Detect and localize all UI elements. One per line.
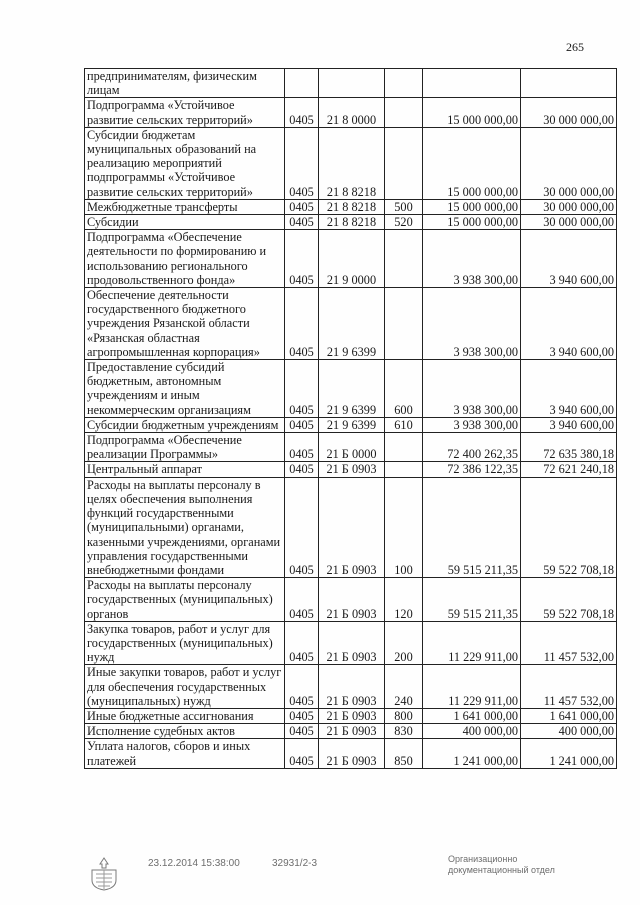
row-csr: 21 9 6399 — [319, 360, 385, 418]
row-csr: 21 Б 0903 — [319, 724, 385, 739]
row-amount-2016: 72 621 240,18 — [521, 462, 617, 477]
row-amount-2015: 3 938 300,00 — [423, 360, 521, 418]
row-amount-2016: 1 241 000,00 — [521, 739, 617, 768]
row-name: предпринимателям, физическим лицам — [85, 69, 285, 98]
row-section: 0405 — [285, 98, 319, 127]
row-amount-2015: 3 938 300,00 — [423, 230, 521, 288]
row-csr: 21 Б 0903 — [319, 665, 385, 709]
row-section: 0405 — [285, 739, 319, 768]
row-section: 0405 — [285, 433, 319, 462]
row-amount-2015: 1 641 000,00 — [423, 708, 521, 723]
row-amount-2016: 30 000 000,00 — [521, 98, 617, 127]
row-amount-2016: 3 940 600,00 — [521, 288, 617, 360]
document-footer — [0, 850, 640, 900]
table-row — [85, 199, 617, 214]
row-vr: 800 — [385, 708, 423, 723]
stamp-date: 23.12.2014 15:38:00 — [148, 858, 240, 869]
row-name: Расходы на выплаты персоналу государственных (муниципальных) органов — [85, 578, 285, 622]
row-name: Субсидии бюджетным учреждениям — [85, 417, 285, 432]
row-name: Уплата налогов, сборов и иных платежей — [85, 739, 285, 768]
row-name: Центральный аппарат — [85, 462, 285, 477]
table-row — [85, 708, 617, 723]
row-section: 0405 — [285, 417, 319, 432]
row-name: Подпрограмма «Обеспечение деятельности по формированию и использованию регионального продовольственного фонда» — [85, 230, 285, 288]
row-vr — [385, 230, 423, 288]
row-section: 0405 — [285, 288, 319, 360]
row-vr: 600 — [385, 360, 423, 418]
row-amount-2015: 1 241 000,00 — [423, 739, 521, 768]
row-section: 0405 — [285, 708, 319, 723]
row-vr: 830 — [385, 724, 423, 739]
row-csr: 21 Б 0000 — [319, 433, 385, 462]
stamp-org — [448, 854, 555, 876]
stamp-org-line2: документационный отдел — [448, 865, 555, 875]
row-amount-2016: 3 940 600,00 — [521, 230, 617, 288]
row-amount-2015: 11 229 911,00 — [423, 621, 521, 665]
row-section: 0405 — [285, 127, 319, 199]
table-row — [85, 288, 617, 360]
row-amount-2016: 30 000 000,00 — [521, 199, 617, 214]
row-vr — [385, 462, 423, 477]
row-csr: 21 Б 0903 — [319, 578, 385, 622]
row-section: 0405 — [285, 621, 319, 665]
row-amount-2015: 15 000 000,00 — [423, 127, 521, 199]
row-name: Иные закупки товаров, работ и услуг для обеспечения государственных (муниципальных) нужд — [85, 665, 285, 709]
row-vr: 500 — [385, 199, 423, 214]
row-section: 0405 — [285, 199, 319, 214]
row-amount-2016: 11 457 532,00 — [521, 621, 617, 665]
row-vr — [385, 98, 423, 127]
row-amount-2016: 30 000 000,00 — [521, 127, 617, 199]
table-row — [85, 665, 617, 709]
row-name: Подпрограмма «Обеспечение реализации Программы» — [85, 433, 285, 462]
table-row — [85, 69, 617, 98]
row-amount-2015: 72 400 262,35 — [423, 433, 521, 462]
row-amount-2015: 15 000 000,00 — [423, 98, 521, 127]
row-amount-2016: 72 635 380,18 — [521, 433, 617, 462]
row-vr: 200 — [385, 621, 423, 665]
row-name: Иные бюджетные ассигнования — [85, 708, 285, 723]
table-row — [85, 621, 617, 665]
row-amount-2016: 11 457 532,00 — [521, 665, 617, 709]
row-name: Закупка товаров, работ и услуг для государственных (муниципальных) нужд — [85, 621, 285, 665]
coat-of-arms-icon — [84, 856, 124, 892]
row-csr: 21 8 8218 — [319, 215, 385, 230]
row-vr: 850 — [385, 739, 423, 768]
table-row — [85, 98, 617, 127]
stamp-number: 32931/2-3 — [272, 858, 318, 869]
row-amount-2016: 1 641 000,00 — [521, 708, 617, 723]
row-section: 0405 — [285, 360, 319, 418]
row-amount-2016: 3 940 600,00 — [521, 417, 617, 432]
page-number: 265 — [566, 40, 584, 54]
table-row — [85, 230, 617, 288]
stamp-org-line1: Организационно — [448, 854, 518, 864]
row-csr: 21 Б 0903 — [319, 621, 385, 665]
row-name: Подпрограмма «Устойчивое развитие сельских территорий» — [85, 98, 285, 127]
row-section: 0405 — [285, 230, 319, 288]
row-csr: 21 8 0000 — [319, 98, 385, 127]
row-amount-2016: 30 000 000,00 — [521, 215, 617, 230]
table-row — [85, 477, 617, 577]
row-csr: 21 Б 0903 — [319, 462, 385, 477]
row-amount-2015: 59 515 211,35 — [423, 477, 521, 577]
table-row — [85, 417, 617, 432]
table-row — [85, 578, 617, 622]
row-amount-2016 — [521, 69, 617, 98]
row-csr: 21 9 6399 — [319, 288, 385, 360]
table-row — [85, 215, 617, 230]
row-amount-2015: 11 229 911,00 — [423, 665, 521, 709]
row-section — [285, 69, 319, 98]
row-vr: 100 — [385, 477, 423, 577]
row-amount-2015: 59 515 211,35 — [423, 578, 521, 622]
row-section: 0405 — [285, 477, 319, 577]
row-csr — [319, 69, 385, 98]
row-name: Исполнение судебных актов — [85, 724, 285, 739]
row-section: 0405 — [285, 462, 319, 477]
row-csr: 21 8 8218 — [319, 127, 385, 199]
row-csr: 21 Б 0903 — [319, 739, 385, 768]
row-name: Субсидии — [85, 215, 285, 230]
row-amount-2016: 3 940 600,00 — [521, 360, 617, 418]
row-amount-2016: 59 522 708,18 — [521, 477, 617, 577]
row-amount-2016: 400 000,00 — [521, 724, 617, 739]
row-section: 0405 — [285, 724, 319, 739]
table-row — [85, 127, 617, 199]
row-vr: 120 — [385, 578, 423, 622]
row-csr: 21 8 8218 — [319, 199, 385, 214]
table-row — [85, 462, 617, 477]
row-section: 0405 — [285, 578, 319, 622]
row-csr: 21 9 0000 — [319, 230, 385, 288]
table-row — [85, 360, 617, 418]
row-amount-2015: 400 000,00 — [423, 724, 521, 739]
row-vr — [385, 69, 423, 98]
row-name: Предоставление субсидий бюджетным, автономным учреждениям и иным некоммерческим организациям — [85, 360, 285, 418]
row-amount-2015: 3 938 300,00 — [423, 417, 521, 432]
row-vr — [385, 433, 423, 462]
row-name: Субсидии бюджетам муниципальных образований на реализацию мероприятий подпрограммы «Устойчивое развитие сельских территорий» — [85, 127, 285, 199]
table-row — [85, 724, 617, 739]
row-amount-2015: 72 386 122,35 — [423, 462, 521, 477]
row-amount-2015: 3 938 300,00 — [423, 288, 521, 360]
row-vr — [385, 288, 423, 360]
table-row — [85, 433, 617, 462]
row-amount-2016: 59 522 708,18 — [521, 578, 617, 622]
row-csr: 21 Б 0903 — [319, 477, 385, 577]
row-section: 0405 — [285, 215, 319, 230]
row-amount-2015 — [423, 69, 521, 98]
row-amount-2015: 15 000 000,00 — [423, 215, 521, 230]
row-amount-2015: 15 000 000,00 — [423, 199, 521, 214]
row-csr: 21 9 6399 — [319, 417, 385, 432]
row-name: Расходы на выплаты персоналу в целях обеспечения выполнения функций государственными (муниципальными) органами, казенными учреждениями, органами управления государственными внебюджетными фондами — [85, 477, 285, 577]
row-vr — [385, 127, 423, 199]
row-name: Обеспечение деятельности государственного бюджетного учреждения Рязанской области «Рязанская областная агропромышленная корпорация» — [85, 288, 285, 360]
row-section: 0405 — [285, 665, 319, 709]
row-vr: 610 — [385, 417, 423, 432]
row-csr: 21 Б 0903 — [319, 708, 385, 723]
row-name: Межбюджетные трансферты — [85, 199, 285, 214]
row-vr: 240 — [385, 665, 423, 709]
budget-table — [84, 68, 617, 769]
row-vr: 520 — [385, 215, 423, 230]
table-row — [85, 739, 617, 768]
